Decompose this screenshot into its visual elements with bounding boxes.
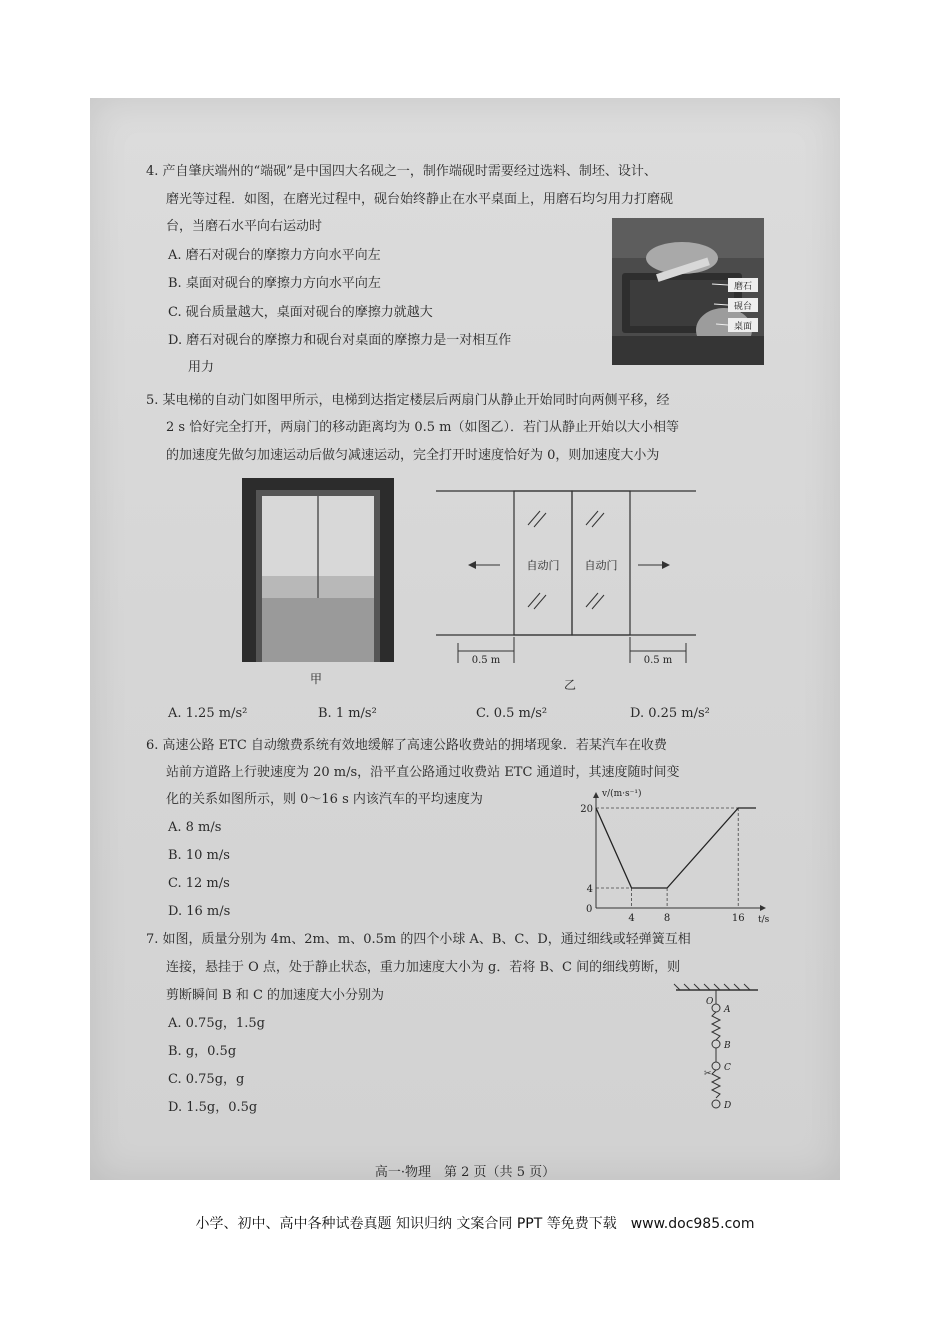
y-axis-label: v/(m·s⁻¹)	[602, 789, 642, 799]
x-tick-label: 8	[663, 913, 671, 924]
q4-line-1: 4. 产自肇庆端州的“端砚”是中国四大名砚之一，制作端砚时需要经过选料、制坯、设计、	[146, 164, 657, 179]
q6-option-d: D. 16 m/s	[168, 904, 231, 919]
label-c: C	[724, 1063, 731, 1073]
q6-line-2: 站前方道路上行驶速度为 20 m/s，沿平直公路通过收费站 ETC 通道时，其速度随时间变	[166, 765, 680, 780]
q4-option-a: A. 磨石对砚台的摩擦力方向水平向左	[168, 248, 381, 263]
velocity-line	[596, 808, 756, 888]
dim-label-right: 0.5 m	[643, 655, 673, 666]
q4-line-3: 台，当磨石水平向右运动时	[166, 219, 323, 234]
q6-option-b: B. 10 m/s	[168, 848, 230, 863]
x-tick-label: 16	[731, 913, 745, 924]
q5-line-1: 5. 某电梯的自动门如图甲所示，电梯到达指定楼层后两扇门从静止开始同时向两侧平移，经	[146, 393, 670, 408]
dim-label-left: 0.5 m	[471, 655, 501, 666]
q4-option-b: B. 桌面对砚台的摩擦力方向水平向左	[168, 276, 381, 291]
y-axis-arrow	[593, 792, 599, 798]
q7-line-2: 连接，悬挂于 O 点，处于静止状态，重力加速度大小为 g．若将 B、C 间的细线剪断，则	[166, 960, 681, 975]
label-d: D	[724, 1101, 732, 1111]
q4-option-d: D. 磨石对砚台的摩擦力和砚台对桌面的摩擦力是一对相互作	[168, 333, 512, 348]
q4-option-d-cont: 用力	[188, 360, 215, 375]
q6-line-3: 化的关系如图所示，则 0～16 s 内该汽车的平均速度为	[166, 792, 483, 807]
x-axis-label: t/s	[758, 915, 770, 925]
q7-line-1: 7. 如图，质量分别为 4m、2m、m、0.5m 的四个小球 A、B、C、D，通过细线或轻弹簧互相	[146, 932, 691, 947]
q6-option-c: C. 12 m/s	[168, 876, 230, 891]
q7-option-b: B. g，0.5g	[168, 1044, 237, 1059]
inkstone-photo	[612, 218, 764, 365]
x-axis-arrow	[760, 905, 766, 911]
q5-option-c: C. 0.5 m/s²	[476, 706, 548, 721]
vt-chart	[574, 786, 770, 926]
label-a: A	[724, 1005, 731, 1015]
svg-text:✂: ✂	[704, 1069, 712, 1079]
q5-option-b: B. 1 m/s²	[318, 706, 377, 721]
page-footer: 高一·物理 第 2 页（共 5 页）	[374, 1165, 556, 1180]
elevator-photo	[242, 478, 394, 662]
y-tick-label: 4	[586, 884, 593, 895]
label-b: B	[724, 1041, 731, 1051]
label-o: O	[706, 997, 714, 1007]
photo-label-grindstone: 磨石	[733, 282, 753, 292]
door-diagram	[436, 483, 698, 673]
q4-option-c: C. 砚台质量越大，桌面对砚台的摩擦力就越大	[168, 305, 433, 320]
spring-ball-diagram	[666, 982, 766, 1122]
q7-option-c: C. 0.75g，g	[168, 1072, 245, 1087]
q5-line-3: 的加速度先做匀加速运动后做匀减速运动，完全打开时速度恰好为 0，则加速度大小为	[166, 448, 660, 463]
origin-label: 0	[586, 904, 593, 915]
photo-label-table: 桌面	[733, 322, 753, 332]
q6-option-a: A. 8 m/s	[168, 820, 222, 835]
exam-page	[90, 98, 840, 1180]
door-label-left: 自动门	[526, 559, 560, 572]
q6-line-1: 6. 高速公路 ETC 自动缴费系统有效地缓解了高速公路收费站的拥堵现象．若某汽车在收费	[146, 738, 667, 753]
q7-line-3: 剪断瞬间 B 和 C 的加速度大小分别为	[166, 988, 385, 1003]
y-tick-label: 20	[580, 804, 593, 815]
q7-option-a: A. 0.75g，1.5g	[168, 1016, 265, 1031]
q5-line-2: 2 s 恰好完全打开，两扇门的移动距离均为 0.5 m（如图乙）．若门从静止开始以大小相等	[166, 420, 679, 435]
q7-option-d: D. 1.5g，0.5g	[168, 1100, 258, 1115]
q4-line-2: 磨光等过程．如图，在磨光过程中，砚台始终静止在水平桌面上，用磨石均匀用力打磨砚	[166, 192, 674, 207]
fig-yi-caption: 乙	[564, 678, 577, 692]
download-banner: 小学、初中、高中各种试卷真题 知识归纳 文案合同 PPT 等免费下载 www.doc985.com	[195, 1216, 755, 1232]
door-label-right: 自动门	[584, 559, 618, 572]
q5-option-a: A. 1.25 m/s²	[168, 706, 248, 721]
photo-label-inkstone: 砚台	[733, 302, 753, 312]
q5-option-d: D. 0.25 m/s²	[630, 706, 710, 721]
fig-jia-caption: 甲	[310, 672, 323, 686]
x-tick-label: 4	[628, 913, 635, 924]
